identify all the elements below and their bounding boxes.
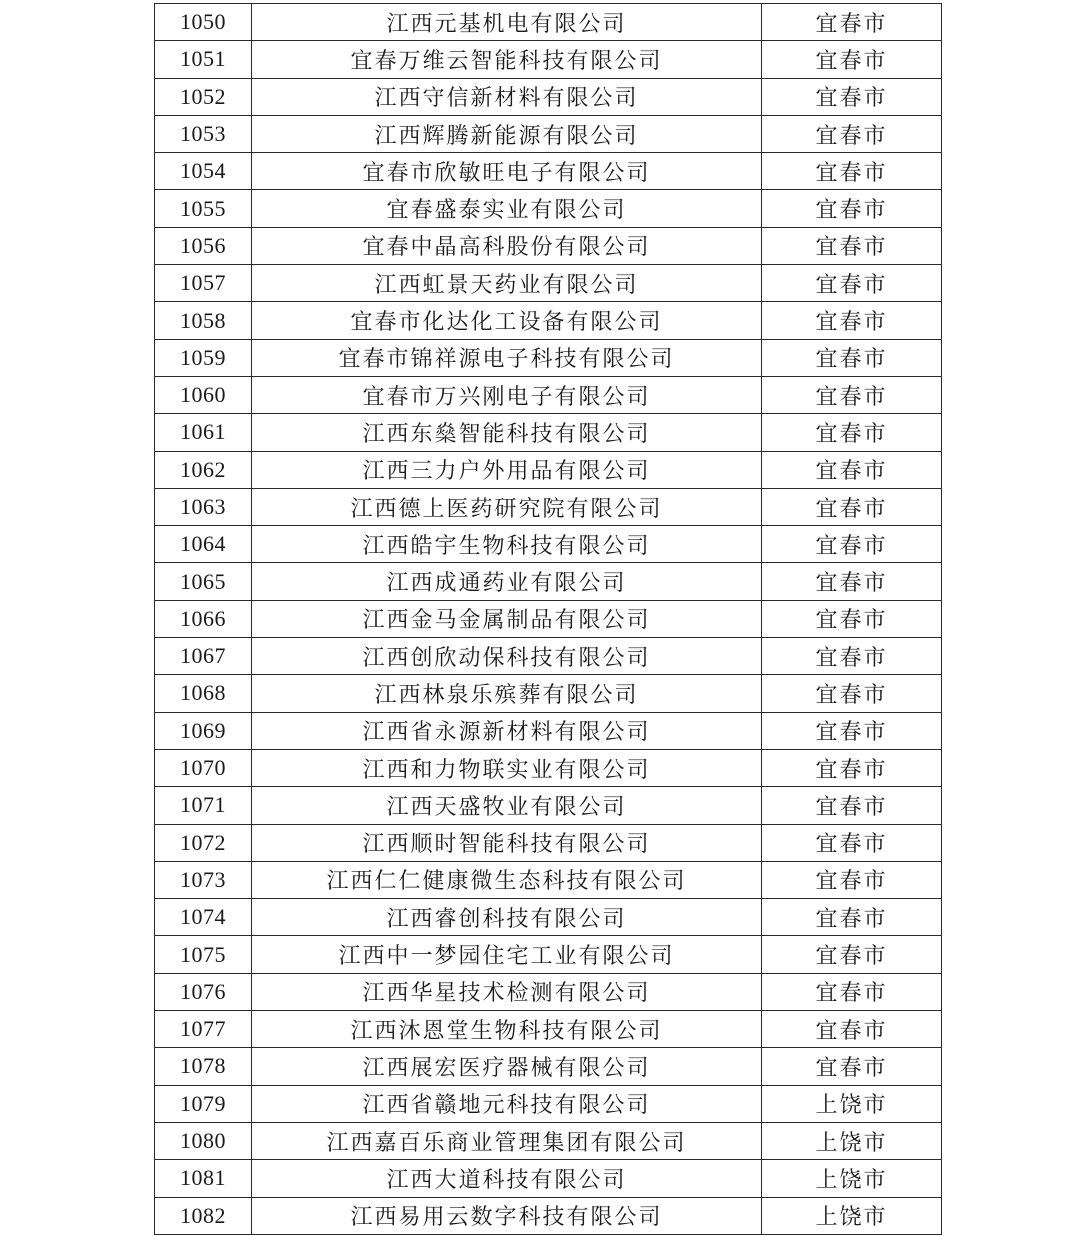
company-name: 江西辉腾新能源有限公司 <box>252 115 762 152</box>
city-name: 宜春市 <box>762 1048 942 1085</box>
city-name: 宜春市 <box>762 675 942 712</box>
company-name: 江西省赣地元科技有限公司 <box>252 1085 762 1122</box>
row-number: 1069 <box>155 712 252 749</box>
city-name: 宜春市 <box>762 526 942 563</box>
row-number: 1076 <box>155 973 252 1010</box>
company-name: 江西创欣动保科技有限公司 <box>252 638 762 675</box>
row-number: 1074 <box>155 899 252 936</box>
city-name: 宜春市 <box>762 115 942 152</box>
row-number: 1072 <box>155 824 252 861</box>
table-row <box>155 638 942 675</box>
table-row <box>155 1085 942 1122</box>
company-name: 江西中一梦园住宅工业有限公司 <box>252 936 762 973</box>
city-name: 宜春市 <box>762 41 942 78</box>
company-list-table <box>154 3 942 1235</box>
row-number: 1064 <box>155 526 252 563</box>
city-name: 宜春市 <box>762 4 942 41</box>
city-name: 上饶市 <box>762 1160 942 1197</box>
company-name: 江西虹景天药业有限公司 <box>252 265 762 302</box>
table-row <box>155 4 942 41</box>
city-name: 上饶市 <box>762 1122 942 1159</box>
city-name: 宜春市 <box>762 936 942 973</box>
city-name: 宜春市 <box>762 899 942 936</box>
row-number: 1066 <box>155 600 252 637</box>
city-name: 宜春市 <box>762 265 942 302</box>
row-number: 1068 <box>155 675 252 712</box>
city-name: 宜春市 <box>762 488 942 525</box>
company-name: 江西省永源新材料有限公司 <box>252 712 762 749</box>
table-row <box>155 973 942 1010</box>
city-name: 宜春市 <box>762 153 942 190</box>
table-row <box>155 1122 942 1159</box>
company-name: 江西东燊智能科技有限公司 <box>252 414 762 451</box>
row-number: 1067 <box>155 638 252 675</box>
company-name: 江西大道科技有限公司 <box>252 1160 762 1197</box>
company-name: 江西顺时智能科技有限公司 <box>252 824 762 861</box>
row-number: 1078 <box>155 1048 252 1085</box>
company-name: 江西天盛牧业有限公司 <box>252 787 762 824</box>
table-row <box>155 1048 942 1085</box>
row-number: 1073 <box>155 861 252 898</box>
table-row <box>155 1197 942 1234</box>
table-row <box>155 824 942 861</box>
company-name: 宜春市万兴刚电子有限公司 <box>252 376 762 413</box>
table-row <box>155 600 942 637</box>
company-name: 江西嘉百乐商业管理集团有限公司 <box>252 1122 762 1159</box>
city-name: 宜春市 <box>762 227 942 264</box>
table-row <box>155 339 942 376</box>
company-name: 江西金马金属制品有限公司 <box>252 600 762 637</box>
city-name: 宜春市 <box>762 973 942 1010</box>
company-name: 江西三力户外用品有限公司 <box>252 451 762 488</box>
company-name: 宜春市欣敏旺电子有限公司 <box>252 153 762 190</box>
city-name: 宜春市 <box>762 824 942 861</box>
table-row <box>155 153 942 190</box>
company-name: 江西守信新材料有限公司 <box>252 78 762 115</box>
table-row <box>155 787 942 824</box>
row-number: 1052 <box>155 78 252 115</box>
city-name: 宜春市 <box>762 376 942 413</box>
table-row <box>155 675 942 712</box>
company-name: 江西睿创科技有限公司 <box>252 899 762 936</box>
table-row <box>155 190 942 227</box>
company-name: 江西皓宇生物科技有限公司 <box>252 526 762 563</box>
table-row <box>155 78 942 115</box>
row-number: 1077 <box>155 1011 252 1048</box>
row-number: 1065 <box>155 563 252 600</box>
city-name: 宜春市 <box>762 302 942 339</box>
company-name: 江西仁仁健康微生态科技有限公司 <box>252 861 762 898</box>
company-name: 宜春中晶高科股份有限公司 <box>252 227 762 264</box>
city-name: 宜春市 <box>762 638 942 675</box>
company-name: 宜春盛泰实业有限公司 <box>252 190 762 227</box>
city-name: 宜春市 <box>762 749 942 786</box>
row-number: 1056 <box>155 227 252 264</box>
company-name: 江西华星技术检测有限公司 <box>252 973 762 1010</box>
company-name: 江西沐恩堂生物科技有限公司 <box>252 1011 762 1048</box>
row-number: 1055 <box>155 190 252 227</box>
table-row <box>155 265 942 302</box>
table-row <box>155 1160 942 1197</box>
row-number: 1080 <box>155 1122 252 1159</box>
table-row <box>155 526 942 563</box>
table-row <box>155 712 942 749</box>
table-row <box>155 749 942 786</box>
city-name: 宜春市 <box>762 861 942 898</box>
company-name: 江西和力物联实业有限公司 <box>252 749 762 786</box>
city-name: 宜春市 <box>762 712 942 749</box>
row-number: 1059 <box>155 339 252 376</box>
row-number: 1061 <box>155 414 252 451</box>
row-number: 1058 <box>155 302 252 339</box>
company-list-table-wrapper <box>154 3 941 1235</box>
table-row <box>155 936 942 973</box>
city-name: 宜春市 <box>762 451 942 488</box>
row-number: 1050 <box>155 4 252 41</box>
table-row <box>155 414 942 451</box>
table-row <box>155 488 942 525</box>
company-name: 宜春市化达化工设备有限公司 <box>252 302 762 339</box>
row-number: 1081 <box>155 1160 252 1197</box>
table-row <box>155 899 942 936</box>
row-number: 1063 <box>155 488 252 525</box>
city-name: 宜春市 <box>762 1011 942 1048</box>
table-row <box>155 41 942 78</box>
table-row <box>155 227 942 264</box>
company-name: 宜春万维云智能科技有限公司 <box>252 41 762 78</box>
city-name: 宜春市 <box>762 600 942 637</box>
row-number: 1051 <box>155 41 252 78</box>
row-number: 1079 <box>155 1085 252 1122</box>
table-row <box>155 1011 942 1048</box>
company-name: 江西易用云数字科技有限公司 <box>252 1197 762 1234</box>
row-number: 1054 <box>155 153 252 190</box>
row-number: 1062 <box>155 451 252 488</box>
company-name: 江西展宏医疗器械有限公司 <box>252 1048 762 1085</box>
row-number: 1057 <box>155 265 252 302</box>
table-row <box>155 861 942 898</box>
row-number: 1053 <box>155 115 252 152</box>
city-name: 上饶市 <box>762 1197 942 1234</box>
table-row <box>155 376 942 413</box>
table-row <box>155 115 942 152</box>
table-row <box>155 451 942 488</box>
table-body <box>155 4 942 1235</box>
company-name: 江西林泉乐殡葬有限公司 <box>252 675 762 712</box>
city-name: 宜春市 <box>762 78 942 115</box>
city-name: 宜春市 <box>762 563 942 600</box>
row-number: 1082 <box>155 1197 252 1234</box>
row-number: 1070 <box>155 749 252 786</box>
company-name: 江西元基机电有限公司 <box>252 4 762 41</box>
table-row <box>155 563 942 600</box>
city-name: 宜春市 <box>762 414 942 451</box>
company-name: 江西德上医药研究院有限公司 <box>252 488 762 525</box>
company-name: 宜春市锦祥源电子科技有限公司 <box>252 339 762 376</box>
city-name: 宜春市 <box>762 339 942 376</box>
city-name: 宜春市 <box>762 190 942 227</box>
company-name: 江西成通药业有限公司 <box>252 563 762 600</box>
row-number: 1060 <box>155 376 252 413</box>
row-number: 1071 <box>155 787 252 824</box>
table-row <box>155 302 942 339</box>
city-name: 上饶市 <box>762 1085 942 1122</box>
city-name: 宜春市 <box>762 787 942 824</box>
row-number: 1075 <box>155 936 252 973</box>
